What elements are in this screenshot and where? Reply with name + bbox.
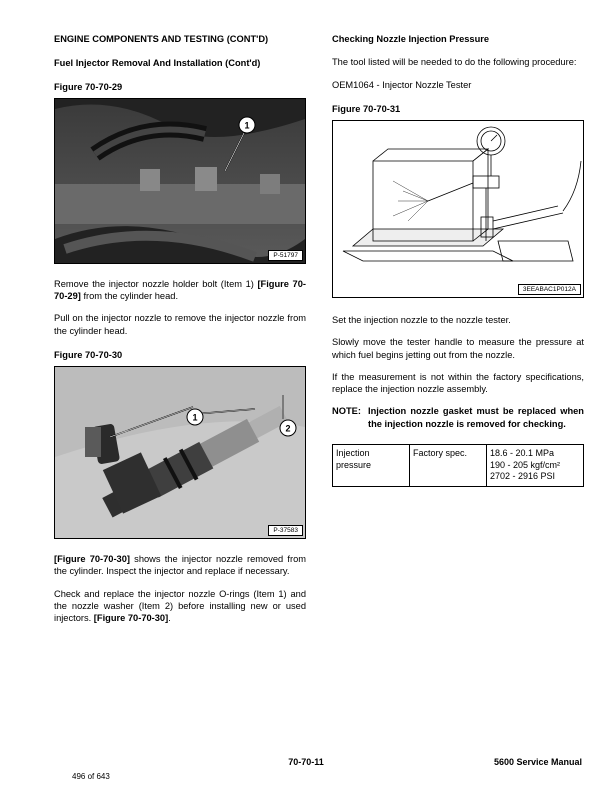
figure-label-30: Figure 70-70-30: [54, 349, 123, 360]
engine-photo: [55, 99, 305, 263]
paragraph-check-orings: Check and replace the injector nozzle O-rings (Item 1) and the nozzle washer (Item 2) before installing new or used injectors. [Figure 70-70-30].: [54, 588, 306, 624]
figure-70-70-31-drawing: [332, 120, 584, 298]
pdf-page-counter: 496 of 643: [72, 772, 110, 781]
callout-2: 2: [285, 423, 291, 434]
section-title: ENGINE COMPONENTS AND TESTING (CONT'D): [54, 34, 269, 44]
figure-label-31: Figure 70-70-31: [332, 103, 401, 114]
left-column: [54, 33, 306, 634]
paragraph-shows-injector: [Figure 70-70-30] shows the injector nozzle removed from the cylinder. Inspect the injector and replace if necessary.: [54, 554, 306, 577]
photo-code: P-51797: [268, 250, 303, 261]
tool-line: OEM1064 - Injector Nozzle Tester: [332, 79, 472, 90]
nozzle-tester-drawing: [333, 121, 583, 297]
step-move-handle: Slowly move the tester handle to measure the pressure at which fuel begins jetting out from the nozzle.: [332, 337, 584, 360]
step-replace-if: If the measurement is not within the factory specifications, replace the injection nozzle assembly.: [332, 371, 584, 395]
spec-type: Factory spec.: [410, 444, 487, 486]
figure-label-29: Figure 70-70-29: [54, 81, 123, 92]
figure-70-70-29-photo: [54, 98, 306, 264]
figure-70-70-30-photo: [54, 366, 306, 539]
spec-table: [332, 444, 584, 487]
spec-values: 18.6 - 20.1 MPa 190 - 205 kgf/cm² 2702 - 2916 PSI: [487, 444, 584, 486]
intro-paragraph: The tool listed will be needed to do the following procedure:: [332, 57, 577, 68]
note-label: NOTE:: [332, 406, 361, 417]
manual-title: 5600 Service Manual: [493, 757, 582, 767]
photo-code: P-37583: [268, 525, 303, 536]
checking-title: Checking Nozzle Injection Pressure: [332, 34, 490, 44]
callout-1: 1: [244, 120, 250, 131]
subsection-title: Fuel Injector Removal And Installation (Cont'd): [54, 58, 261, 69]
page-number: 70-70-11: [288, 757, 324, 767]
paragraph-remove-bolt: Remove the injector nozzle holder bolt (Item 1) [Figure 70-70-29] from the cylinder head.: [54, 278, 306, 302]
injector-photo: [55, 367, 305, 538]
table-row: [333, 444, 584, 486]
step-set-nozzle: Set the injection nozzle to the nozzle tester.: [332, 315, 511, 326]
callout-1: 1: [192, 412, 198, 423]
spec-item: Injection pressure: [333, 444, 410, 486]
paragraph-pull-nozzle: Pull on the injector nozzle to remove the injector nozzle from the cylinder head.: [54, 313, 306, 336]
right-column: [332, 33, 584, 487]
drawing-code: 3EEABAC1P012A: [518, 284, 581, 295]
note-text: Injection nozzle gasket must be replaced when the injection nozzle is removed for checking.: [368, 406, 584, 429]
note-block: [332, 405, 584, 430]
